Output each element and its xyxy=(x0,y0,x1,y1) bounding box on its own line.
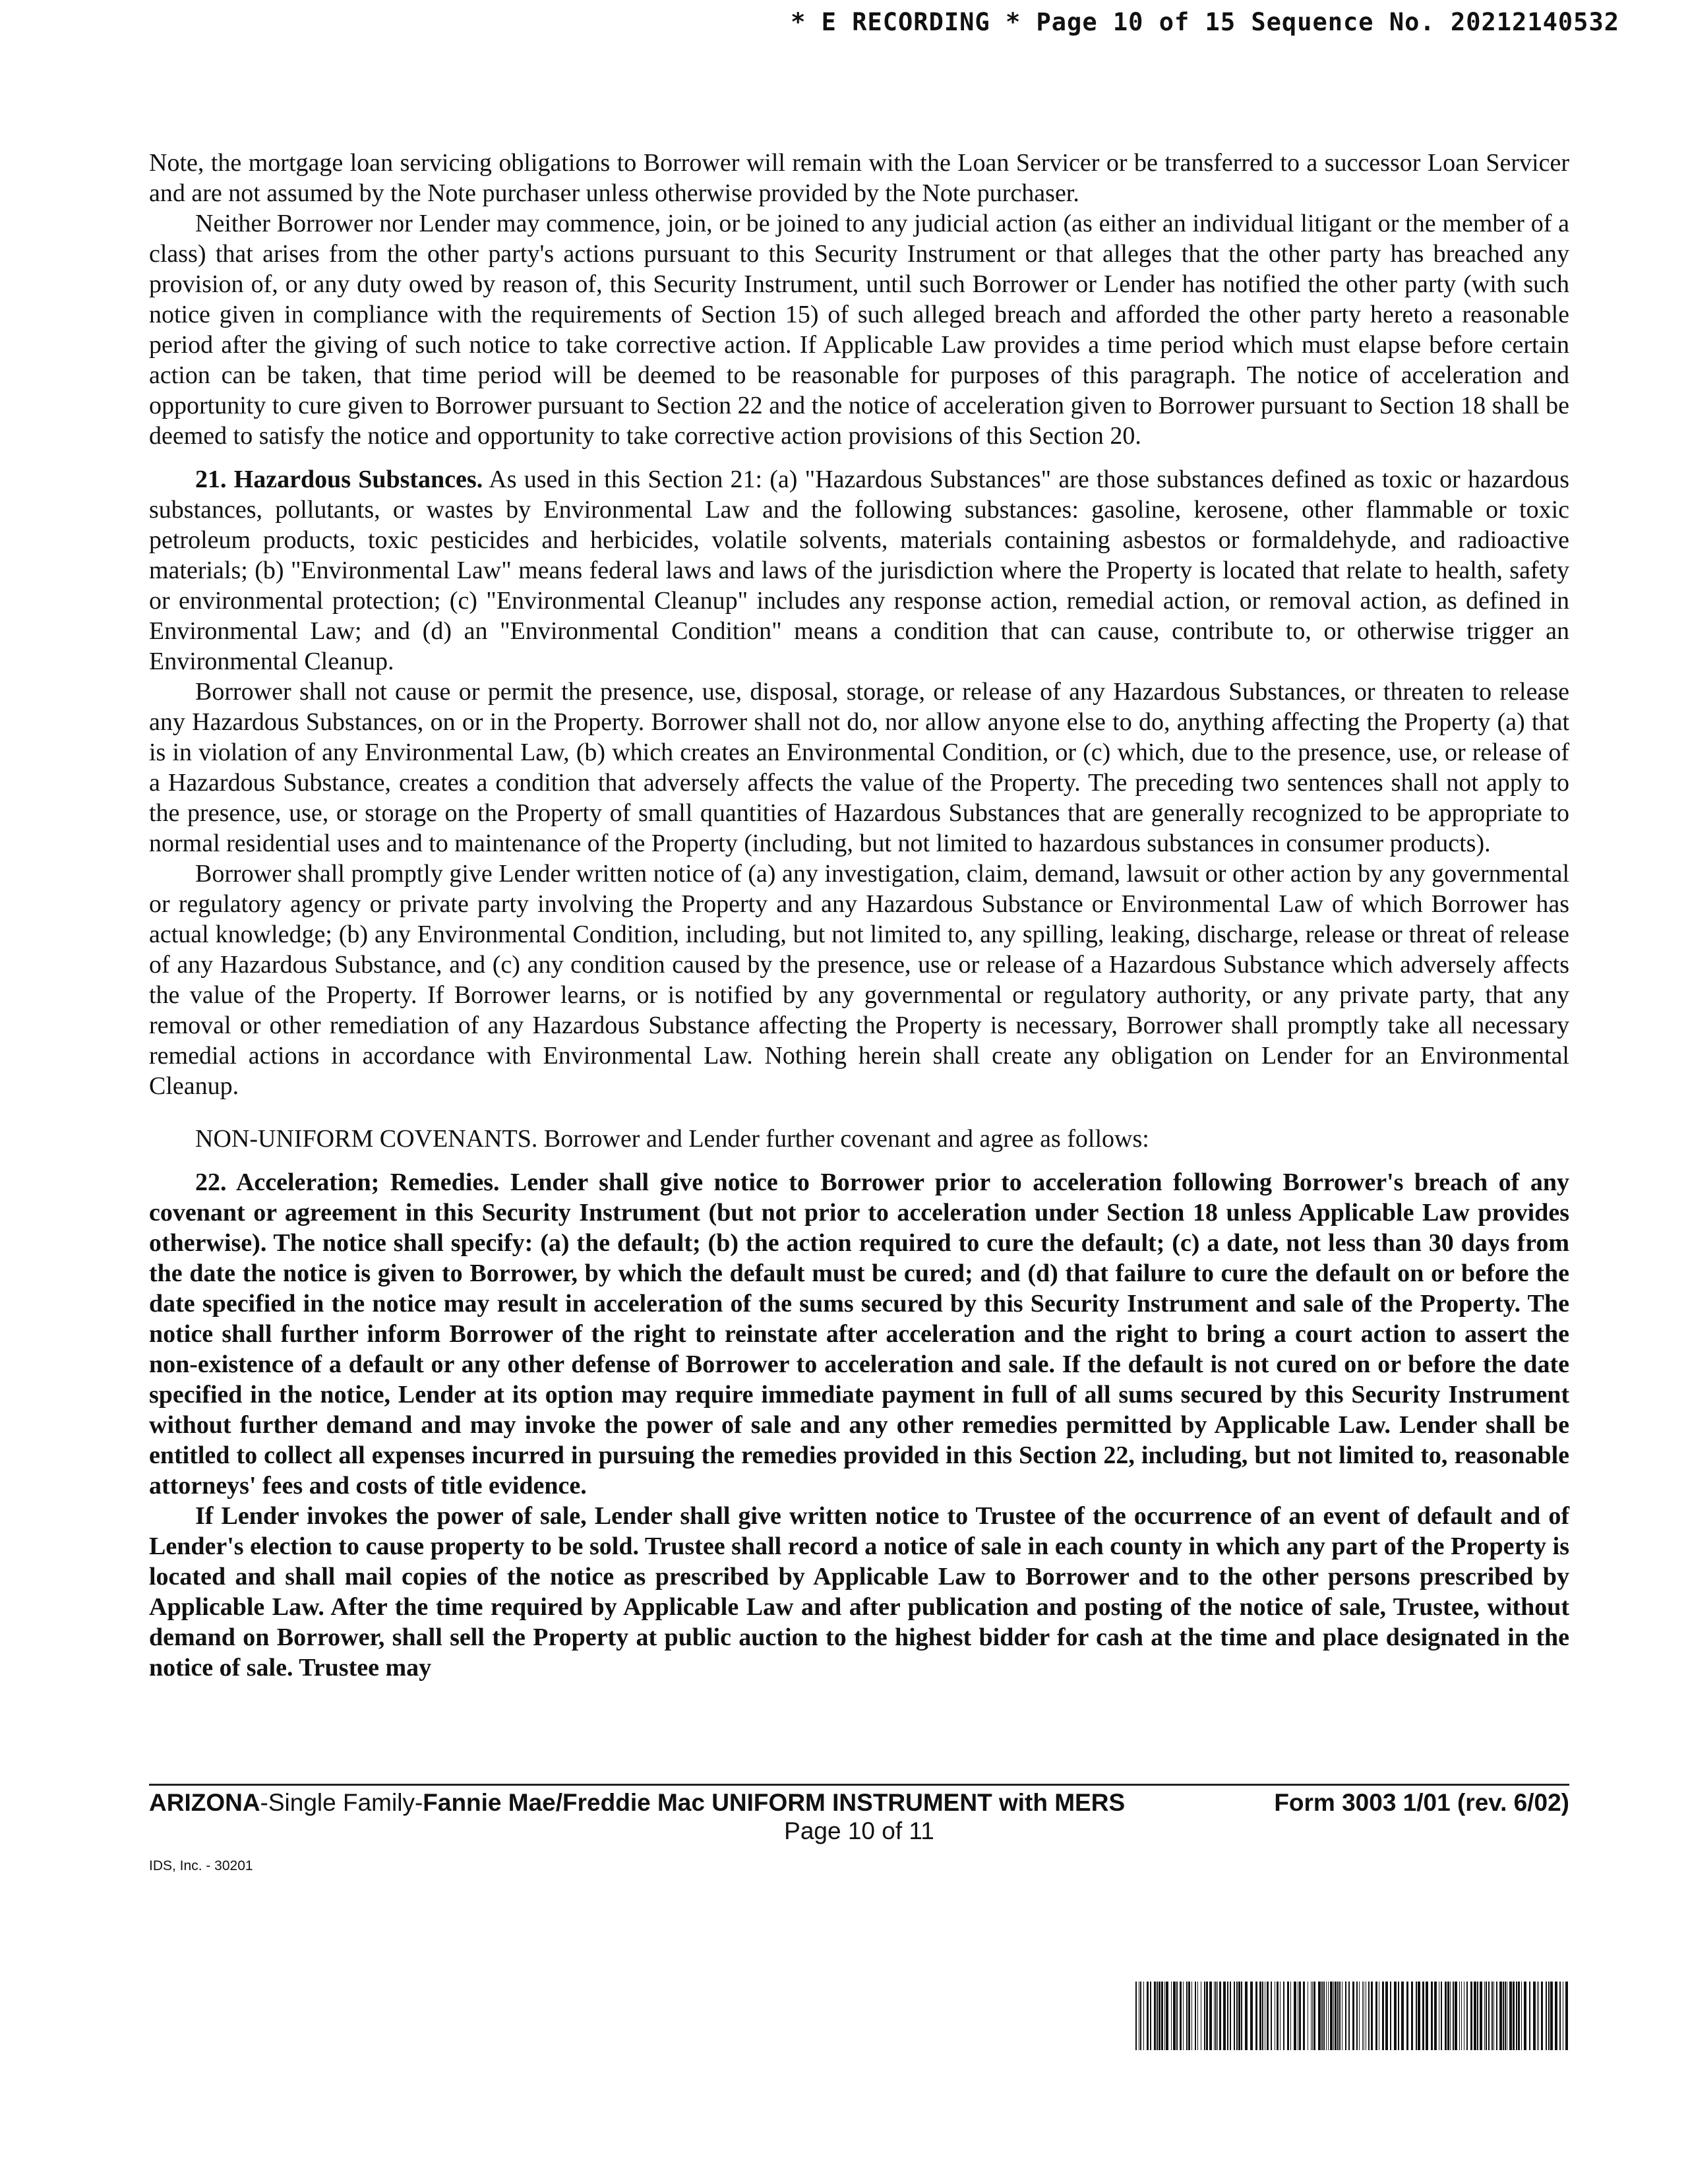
barcode-bar xyxy=(1416,1982,1417,2050)
barcode-bar xyxy=(1455,1982,1457,2050)
barcode-bar xyxy=(1223,1982,1226,2050)
section-21-text: As used in this Section 21: (a) "Hazardous Substances" are those substances defined as toxic or hazardous substances, pollutants, or wastes by Environmental Law and the following substances: gasoline, kerosene, other flammable or toxic petroleum products, toxic pesticides and herbicides, volatile solvents, materials containing asbestos or formaldehyde, and radioactive materials; (b) "Environmental Law" means federal laws and laws of the jurisdiction where the Property is located that relate to health, safety or environmental protection; (c) "Environmental Cleanup" includes any response action, remedial action, or removal action, as defined in Environmental Law; and (d) an "Environmental Condition" means a condition that can cause, contribute to, or otherwise trigger an Environmental Cleanup. xyxy=(149,466,1570,675)
barcode-bar xyxy=(1559,1982,1561,2050)
footer-family-type: -Single Family- xyxy=(260,1789,423,1816)
barcode-bar xyxy=(1418,1982,1420,2050)
barcode-bar xyxy=(1362,1982,1363,2050)
barcode-bar xyxy=(1159,1982,1160,2050)
barcode-bar xyxy=(1166,1982,1168,2050)
barcode-bar xyxy=(1328,1982,1329,2050)
barcode-bar xyxy=(1312,1982,1313,2050)
barcode-bar xyxy=(1453,1982,1454,2050)
barcode-bar xyxy=(1359,1982,1360,2050)
barcode-bar xyxy=(1565,1982,1568,2050)
paragraph-loan-servicer: Note, the mortgage loan servicing obligations to Borrower will remain with the Loan Servicer or be transferred to a successor Loan Servicer and are not assumed by the Note purchaser unless otherwise provided by the Note purchaser. xyxy=(149,149,1569,207)
barcode-bar xyxy=(1171,1982,1172,2050)
barcode-bar xyxy=(1303,1982,1305,2050)
section-22-acceleration-remedies: 22. Acceleration; Remedies. Lender shall give notice to Borrower prior to acceleration following Borrower's breach of any covenant or agreement in this Security Instrument (but not prior to acceleration under Section 18 unless Applicable Law provides otherwise). The notice shall specify: (a) the default; (b) the action required to cure the default; (c) a date, not less than 30 days from the date the notice is given to Borrower, by which the default must be cured; and (d) that failure to cure the default on or before the date specified in the notice may result in acceleration of the sums secured by this Security Instrument and sale of the Property. The notice shall further inform Borrower of the right to reinstate after acceleration and the right to bring a court action to assert the non-existence of a default or any other defense of Borrower to acceleration and sale. If the default is not cured on or before the date specified in the notice, Lender at its option may require immediate payment in full of all sums secured by this Security Instrument without further demand and may invoke the power of sale and any other remedies permitted by Applicable Law. Lender shall be entitled to collect all expenses incurred in pursuing the remedies provided in this Section 22, including, but not limited to, reasonable attorneys' fees and costs of title evidence. xyxy=(149,1168,1569,1500)
barcode-bar xyxy=(1541,1982,1543,2050)
barcode-bar xyxy=(1505,1982,1506,2050)
barcode-bar xyxy=(1219,1982,1221,2050)
barcode-bar xyxy=(1493,1982,1494,2050)
barcode-bar xyxy=(1509,1982,1512,2050)
barcode-bar xyxy=(1529,1982,1530,2050)
barcode-bar xyxy=(1262,1982,1263,2050)
barcode-bar xyxy=(1241,1982,1242,2050)
barcode-bar xyxy=(1283,1982,1284,2050)
barcode-bar xyxy=(1321,1982,1323,2050)
document-body xyxy=(149,148,1569,1683)
barcode-bar xyxy=(1191,1982,1192,2050)
barcode-bar xyxy=(1401,1982,1404,2050)
barcode-bar xyxy=(1161,1982,1163,2050)
barcode-bar xyxy=(1176,1982,1178,2050)
barcode-bar xyxy=(1150,1982,1151,2050)
barcode-bar xyxy=(1215,1982,1217,2050)
barcode-bar xyxy=(1337,1982,1339,2050)
paragraph-hazardous-presence: Borrower shall not cause or permit the presence, use, disposal, storage, or release of any Hazardous Substances, or threaten to release any Hazardous Substances, on or in the Property. Borrower shall not do, nor allow anyone else to do, anything affecting the Property (a) that is in violation of any Environmental Law, (b) which creates an Environmental Condition, or (c) which, due to the presence, use, or release of a Hazardous Substance, creates a condition that adversely affects the value of the Property. The preceding two sentences shall not apply to the presence, use, or storage on the Property of small quantities of Hazardous Substances that are generally recognized to be appropriate to normal residential uses and to maintenance of the Property (including, but not limited to hazardous substances in consumer products). xyxy=(149,678,1569,857)
barcode-bar xyxy=(1550,1982,1553,2050)
barcode-bar xyxy=(1516,1982,1517,2050)
barcode-bar xyxy=(1474,1982,1476,2050)
barcode-bar xyxy=(1345,1982,1346,2050)
barcode-bar xyxy=(1250,1982,1253,2050)
footer-state: ARIZONA xyxy=(149,1789,260,1816)
barcode-bar xyxy=(1188,1982,1190,2050)
barcode-bar xyxy=(1422,1982,1424,2050)
barcode-bar xyxy=(1445,1982,1447,2050)
barcode-bar xyxy=(1533,1982,1536,2050)
section-21-hazardous-substances xyxy=(149,464,1569,677)
barcode-bar xyxy=(1209,1982,1212,2050)
barcode-bar xyxy=(1459,1982,1460,2050)
barcode-bar xyxy=(1524,1982,1526,2050)
barcode-bar xyxy=(1313,1982,1315,2050)
barcode-bar xyxy=(1197,1982,1198,2050)
barcode-bar xyxy=(1394,1982,1397,2050)
barcode-bar xyxy=(1488,1982,1490,2050)
barcode-bar xyxy=(1496,1982,1497,2050)
barcode-bar xyxy=(1280,1982,1281,2050)
barcode-bar xyxy=(1217,1982,1218,2050)
barcode-bar xyxy=(1426,1982,1428,2050)
barcode-bar xyxy=(1368,1982,1370,2050)
barcode-bar xyxy=(1450,1982,1451,2050)
barcode-bar xyxy=(1335,1982,1337,2050)
barcode-bar xyxy=(1180,1982,1182,2050)
barcode-bar xyxy=(1499,1982,1502,2050)
barcode-bar xyxy=(1371,1982,1373,2050)
barcode-bar xyxy=(1318,1982,1321,2050)
barcode-bar xyxy=(1382,1982,1384,2050)
footer-divider xyxy=(149,1784,1569,1786)
barcode-bar xyxy=(1470,1982,1472,2050)
barcode-bar xyxy=(1434,1982,1437,2050)
barcode-bar xyxy=(1271,1982,1272,2050)
barcode-bar xyxy=(1538,1982,1539,2050)
barcode-bar xyxy=(1548,1982,1550,2050)
barcode-bar xyxy=(1230,1982,1231,2050)
barcode-bar xyxy=(1466,1982,1468,2050)
barcode-bar xyxy=(1135,1982,1137,2050)
barcode-bar xyxy=(1227,1982,1228,2050)
barcode-bar xyxy=(1143,1982,1144,2050)
barcode-bar xyxy=(1537,1982,1538,2050)
footer-agencies: Fannie Mae/Freddie Mac UNIFORM INSTRUMENT with MERS xyxy=(423,1789,1126,1816)
footer-form-number: Form 3003 1/01 (rev. 6/02) xyxy=(1274,1789,1569,1816)
barcode-bar xyxy=(1234,1982,1235,2050)
barcode-bar xyxy=(1352,1982,1354,2050)
barcode-bar xyxy=(1299,1982,1301,2050)
barcode-bar xyxy=(1518,1982,1520,2050)
barcode xyxy=(1135,1982,1569,2050)
section-21-heading: 21. Hazardous Substances. xyxy=(195,466,483,493)
barcode-bar xyxy=(1164,1982,1165,2050)
paragraph-hazardous-notice: Borrower shall promptly give Lender written notice of (a) any investigation, claim, demand, lawsuit or other action by any governmental or regulatory agency or private party involving the Property and any Hazardous Substance or Environmental Law of which Borrower has actual knowledge; (b) any Environmental Condition, including, but not limited to, any spilling, leaking, discharge, release or threat of release of any Hazardous Substance, and (c) any condition caused by the presence, use or release of a Hazardous Substance which adversely affects the value of the Property. If Borrower learns, or is notified by any governmental or regulatory authority, or any private party, that any removal or other remediation of any Hazardous Substance affecting the Property is necessary, Borrower shall promptly take all necessary remedial actions in accordance with Environmental Law. Nothing herein shall create any obligation on Lender for an Environmental Cleanup. xyxy=(149,860,1569,1100)
barcode-bar xyxy=(1492,1982,1493,2050)
barcode-bar xyxy=(1356,1982,1358,2050)
barcode-bar xyxy=(1157,1982,1158,2050)
barcode-bar xyxy=(1431,1982,1433,2050)
barcode-bar xyxy=(1503,1982,1504,2050)
barcode-bar xyxy=(1204,1982,1205,2050)
barcode-bar xyxy=(1339,1982,1341,2050)
barcode-bar xyxy=(1326,1982,1327,2050)
barcode-bar xyxy=(1183,1982,1184,2050)
barcode-bar xyxy=(1147,1982,1149,2050)
footer-vendor-code: IDS, Inc. - 30201 xyxy=(149,1858,253,1873)
paragraph-judicial-action: Neither Borrower nor Lender may commence, join, or be joined to any judicial action (as either an individual litigant or the member of a class) that arises from the other party's actions pursuant to this Security Instrument or that alleges that the other party has breached any provision of, or any duty owed by reason of, this Security Instrument, until such Borrower or Lender has notified the other party (with such notice given in compliance with the requirements of Section 15) of such alleged breach and afforded the other party hereto a reasonable period after the giving of such notice to take corrective action. If Applicable Law provides a time period which must elapse before certain action can be taken, that time period will be deemed to be reasonable for purposes of this paragraph. The notice of acceleration and opportunity to cure given to Borrower pursuant to Section 22 and the notice of acceleration given to Borrower pursuant to Section 18 shall be deemed to satisfy the notice and opportunity to take corrective action provisions of this Section 20. xyxy=(149,210,1569,450)
barcode-bar xyxy=(1333,1982,1334,2050)
barcode-bar xyxy=(1287,1982,1289,2050)
barcode-bar xyxy=(1480,1982,1482,2050)
barcode-bar xyxy=(1348,1982,1350,2050)
barcode-bar xyxy=(1238,1982,1240,2050)
barcode-bar xyxy=(1447,1982,1449,2050)
barcode-bar xyxy=(1277,1982,1279,2050)
barcode-bar xyxy=(1521,1982,1522,2050)
barcode-bar xyxy=(1390,1982,1391,2050)
barcode-bar xyxy=(1294,1982,1296,2050)
footer-form-title xyxy=(149,1789,1569,1817)
barcode-bar xyxy=(1173,1982,1176,2050)
barcode-bar xyxy=(1385,1982,1388,2050)
barcode-bar xyxy=(1154,1982,1156,2050)
footer-page-number: Page 10 of 11 xyxy=(784,1817,934,1844)
barcode-bar xyxy=(1406,1982,1408,2050)
barcode-bar xyxy=(1214,1982,1215,2050)
barcode-bar xyxy=(1477,1982,1478,2050)
barcode-bar xyxy=(1461,1982,1462,2050)
barcode-bar xyxy=(1546,1982,1547,2050)
barcode-bar xyxy=(1486,1982,1487,2050)
barcode-bar xyxy=(1555,1982,1557,2050)
barcode-bar xyxy=(1236,1982,1238,2050)
barcode-bar xyxy=(1195,1982,1196,2050)
barcode-bar xyxy=(1186,1982,1188,2050)
barcode-bar xyxy=(1245,1982,1248,2050)
barcode-bar xyxy=(1206,1982,1208,2050)
recording-stamp: * E RECORDING * Page 10 of 15 Sequence No. 20212140532 xyxy=(791,8,1619,36)
barcode-bar xyxy=(1398,1982,1399,2050)
barcode-bar xyxy=(1259,1982,1261,2050)
barcode-bar xyxy=(1441,1982,1442,2050)
barcode-bar xyxy=(1411,1982,1413,2050)
barcode-bar xyxy=(1484,1982,1485,2050)
barcode-bar xyxy=(1323,1982,1325,2050)
barcode-bar xyxy=(1375,1982,1377,2050)
paragraph-power-of-sale: If Lender invokes the power of sale, Lender shall give written notice to Trustee of the occurrence of an event of default and of Lender's election to cause property to be sold. Trustee shall record a notice of sale in each county in which any part of the Property is located and shall mail copies of the notice as prescribed by Applicable Law to Borrower and to the other persons prescribed by Applicable Law. After the time required by Applicable Law and after publication and posting of the notice of sale, Trustee, without demand on Borrower, shall sell the Property at public auction to the highest bidder for cash at the time and place designated in the notice of sale. Trustee may xyxy=(149,1502,1569,1682)
barcode-bar xyxy=(1267,1982,1269,2050)
barcode-bar xyxy=(1290,1982,1291,2050)
non-uniform-covenants: NON-UNIFORM COVENANTS. Borrower and Lender further covenant and agree as follows: xyxy=(195,1125,1149,1153)
barcode-bar xyxy=(1255,1982,1257,2050)
barcode-bar xyxy=(1140,1982,1141,2050)
barcode-bar xyxy=(1513,1982,1515,2050)
barcode-bar xyxy=(1330,1982,1333,2050)
